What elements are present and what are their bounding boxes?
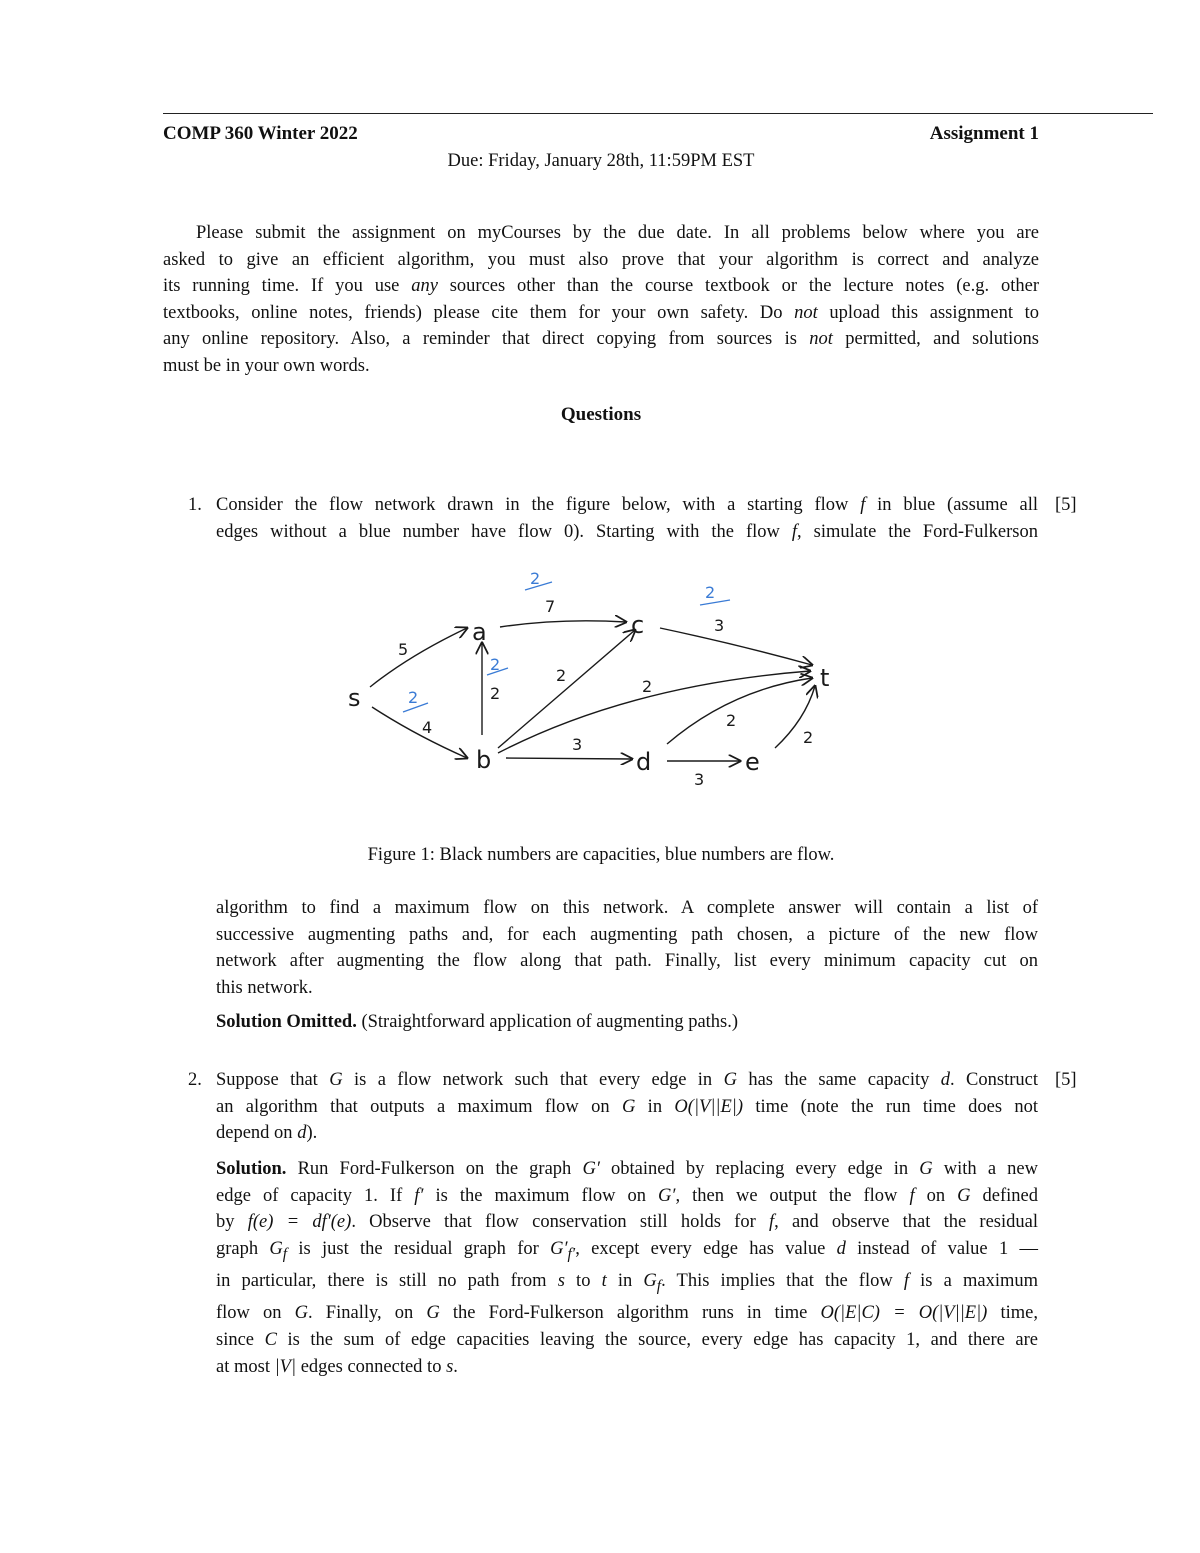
header-rule <box>163 113 1153 114</box>
node-e: e <box>745 748 760 776</box>
question-2-solution <box>216 1156 1038 1380</box>
intro-line: any online repository. Also, a reminder that direct copying from sources is not permitted, and solutions <box>163 329 1039 350</box>
q2-line: Suppose that G is a flow network such that every edge in G has the same capacity d. Construct <box>216 1070 1038 1090</box>
intro-paragraph <box>163 220 1039 380</box>
node-t: t <box>820 664 830 692</box>
capacity-b-c: 2 <box>556 666 567 685</box>
capacity-b-d: 3 <box>572 735 583 754</box>
edge-b-d <box>506 758 632 759</box>
capacity-s-a: 5 <box>398 640 409 659</box>
q1-line: successive augmenting paths and, for each augmenting path chosen, a picture of the new flow <box>216 924 1038 945</box>
question-1-text <box>216 492 1038 545</box>
flow-network-figure <box>330 560 850 800</box>
q2-line: depend on d). <box>216 1123 318 1144</box>
capacity-a-c: 7 <box>545 597 556 616</box>
solution-line: flow on G. Finally, on G the Ford-Fulkerson algorithm runs in time O(|E|C) = O(|V||E|) time, <box>216 1303 1038 1324</box>
solution-line: since C is the sum of edge capacities leaving the source, every edge has capacity 1, and there are <box>216 1329 1039 1350</box>
q1-line: algorithm to find a maximum flow on this network. A complete answer will contain a list of <box>216 898 1038 918</box>
flow-s-b: 2 <box>408 688 419 707</box>
edge-a-c <box>500 621 626 627</box>
question-1-continuation <box>216 895 1038 1001</box>
q1-line: edges without a blue number have flow 0). Starting with the flow f, simulate the Ford-Fulkerson <box>216 521 1038 542</box>
capacity-c-t: 3 <box>714 616 725 635</box>
q1-line: Consider the flow network drawn in the figure below, with a starting flow f in blue (assume all <box>216 495 1038 515</box>
solution-label: Solution Omitted. <box>216 1012 357 1032</box>
solution-line: Solution. Run Ford-Fulkerson on the graph G′ obtained by replacing every edge in G with a new <box>216 1159 1038 1179</box>
capacity-s-b: 4 <box>422 718 433 737</box>
capacity-b-a: 2 <box>490 684 501 703</box>
q1-line: network after augmenting the flow along that path. Finally, list every minimum capacity cut on <box>216 951 1038 972</box>
question-1-number: 1. <box>188 495 202 515</box>
figure-caption: Figure 1: Black numbers are capacities, blue numbers are flow. <box>367 845 835 865</box>
capacity-d-t: 2 <box>726 711 737 730</box>
solution-line: graph $G_f$ is just the residual graph for $G'_{f'}$, except every edge has value d instead of value 1 — <box>216 1238 1038 1263</box>
node-d: d <box>636 748 652 776</box>
solution-line: by f(e) = df′(e). Observe that flow conservation still holds for f, and observe that the residual <box>216 1212 1038 1233</box>
edge-s-b <box>372 707 467 758</box>
course-title: COMP 360 Winter 2022 <box>163 123 358 144</box>
edge-c-t <box>660 628 812 665</box>
edge-b-t <box>498 671 810 753</box>
node-a: a <box>472 618 487 646</box>
node-c: c <box>631 611 645 639</box>
flow-b-a: 2 <box>490 655 501 674</box>
intro-line: Please submit the assignment on myCourses by the due date. In all problems below where you are <box>196 223 1039 243</box>
capacity-d-e: 3 <box>694 770 705 789</box>
edge-s-a <box>370 628 467 687</box>
capacity-b-t: 2 <box>642 677 653 696</box>
question-1-marks: [5] <box>1055 495 1077 515</box>
intro-line: must be in your own words. <box>163 355 370 376</box>
flow-underlines <box>403 582 730 712</box>
question-2-number: 2. <box>188 1070 202 1090</box>
node-b: b <box>476 746 492 774</box>
questions-heading: Questions <box>560 404 642 425</box>
q1-line: this network. <box>216 977 313 998</box>
intro-line: textbooks, online notes, friends) please cite them for your own safety. Do not upload this assignment to <box>163 302 1040 323</box>
solution-label: Solution. <box>216 1159 287 1179</box>
solution-line: at most |V| edges connected to s. <box>216 1356 458 1377</box>
solution-line: in particular, there is still no path from s to t in $G_f$. This implies that the flow f is a maximum <box>216 1271 1039 1295</box>
page-header <box>163 123 1039 145</box>
assignment-title: Assignment 1 <box>929 123 1039 144</box>
question-1-solution: Solution Omitted. (Straightforward application of augmenting paths.) <box>216 1012 739 1032</box>
capacity-e-t: 2 <box>803 728 814 747</box>
node-s: s <box>348 684 361 712</box>
intro-line: its running time. If you use any sources other than the course textbook or the lecture notes (e.g. other <box>163 276 1039 297</box>
solution-line: edge of capacity 1. If f′ is the maximum flow on G′, then we output the flow f on G defined <box>216 1185 1039 1206</box>
question-2-text <box>216 1067 1038 1147</box>
question-2-marks: [5] <box>1055 1070 1077 1090</box>
edge-b-c <box>498 630 635 748</box>
intro-line: asked to give an efficient algorithm, you must also prove that your algorithm is correct and analyze <box>163 249 1039 270</box>
flow-c-t: 2 <box>705 583 716 602</box>
flow-a-c: 2 <box>530 569 541 588</box>
q2-line: an algorithm that outputs a maximum flow on G in O(|V||E|) time (note the run time does not <box>216 1096 1039 1117</box>
due-date: Due: Friday, January 28th, 11:59PM EST <box>447 151 755 171</box>
